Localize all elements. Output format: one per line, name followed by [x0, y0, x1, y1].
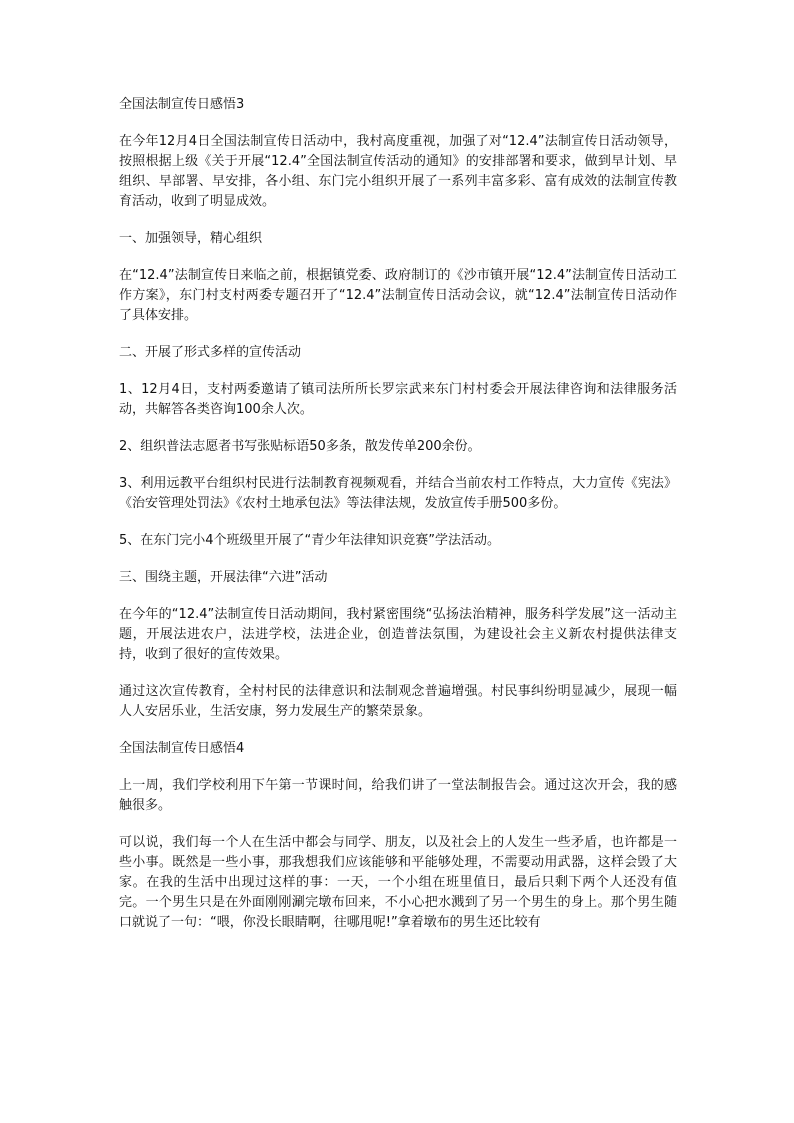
- document-body: [119, 95, 677, 933]
- section-heading: 二、开展了形式多样的宣传活动: [119, 345, 302, 360]
- paragraph: 5、在东门完小4个班级里开展了“青少年法律知识竞赛”学法活动。: [119, 533, 501, 548]
- paragraph: 在今年12月4日全国法制宣传日活动中，我村高度重视，加强了对“12.4”法制宣传日活动领导，按照根据上级《关于开展“12.4”全国法制宣传活动的通知》的安排部署和要求，做到早计划、早组织、早部署、早安排，各小组、东门完小组织开展了一系列丰富多彩、富有成效的法制宣传教育活动，收到了明显成效。: [119, 134, 677, 209]
- paragraph: 通过这次宣传教育，全村村民的法律意识和法制观念普遍增强。村民事纠纷明显减少，展现一幅人人安居乐业，生活安康，努力发展生产的繁荣景象。: [119, 684, 677, 719]
- paragraph: 在今年的“12.4”法制宣传日活动期间，我村紧密围绕“弘扬法治精神，服务科学发展”这一活动主题，开展法进农户，法进学校，法进企业，创造普法氛围，为建设社会主义新农村提供法律支持，收到了很好的宣传效果。: [119, 607, 677, 662]
- paragraph: 3、利用远教平台组织村民进行法制教育视频观看，并结合当前农村工作特点，大力宣传《宪法》《治安管理处罚法》《农村土地承包法》等法律法规，发放宣传手册500多份。: [119, 476, 677, 511]
- section-heading: 全国法制宣传日感悟4: [119, 741, 245, 756]
- section-heading: 全国法制宣传日感悟3: [119, 97, 245, 112]
- paragraph: 可以说，我们每一个人在生活中都会与同学、朋友，以及社会上的人发生一些矛盾，也许都是一些小事。既然是一些小事，那我想我们应该能够和平能够处理，不需要动用武器，这样会毁了大家。在我的生活中出现过这样的事：一天，一个小组在班里值日，最后只剩下两个人还没有值完。一个男生只是在外面刚刚涮完墩布回来，不小心把水溅到了另一个男生的身上。那个男生随口就说了一句：“喂，你没长眼睛啊，往哪甩呢!”拿着墩布的男生还比较有: [119, 835, 677, 930]
- paragraph: 在“12.4”法制宣传日来临之前，根据镇党委、政府制订的《沙市镇开展“12.4”法制宣传日活动工作方案》，东门村支村两委专题召开了“12.4”法制宣传日活动会议，就“12.4”法制宣传日活动作了具体安排。: [119, 268, 677, 323]
- paragraph: 2、组织普法志愿者书写张贴标语50多条，散发传单200余份。: [119, 439, 481, 454]
- paragraph: 上一周，我们学校利用下午第一节课时间，给我们讲了一堂法制报告会。通过这次开会，我的感触很多。: [119, 778, 677, 813]
- section-heading: 三、围绕主题，开展法律“六进”活动: [119, 570, 328, 585]
- paragraph: 1、12月4日，支村两委邀请了镇司法所所长罗宗武来东门村村委会开展法律咨询和法律服务活动，共解答各类咨询100余人次。: [119, 382, 677, 417]
- section-heading: 一、加强领导，精心组织: [119, 231, 263, 246]
